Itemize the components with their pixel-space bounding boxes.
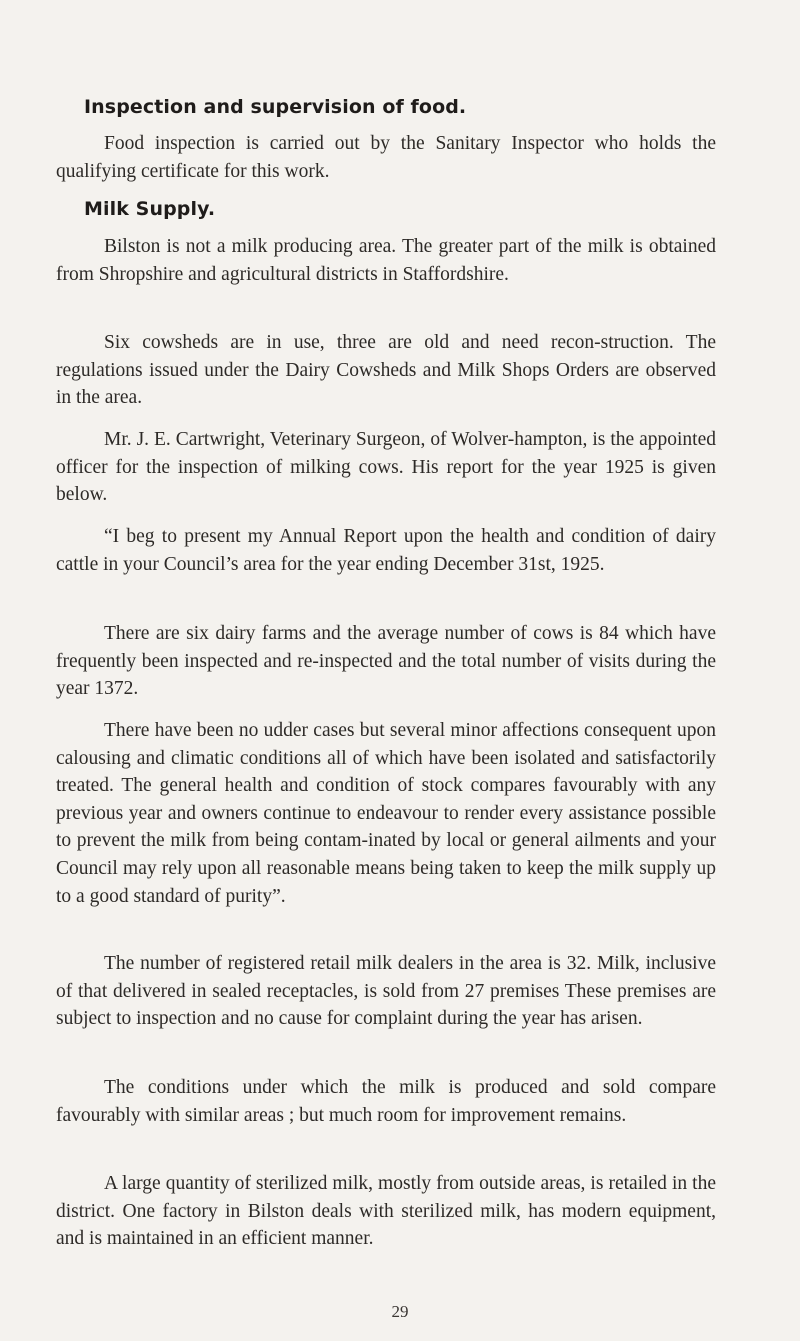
food-inspection-heading: Inspection and supervision of food. [84,96,467,118]
paragraph-veterinary-officer: Mr. J. E. Cartwright, Veterinary Surgeon, of Wolver-hampton, is the appointed officer for the inspection of milking cows. His report for the year 1925 is given below. [56,429,716,506]
paragraph-dairy-farms: There are six dairy farms and the average number of cows is 84 which have frequently been inspected and re-inspected and the total number of visits during the year 1372. [56,623,716,700]
milk-supply-heading: Milk Supply. [84,198,216,220]
paragraph-cowsheds: Six cowsheds are in use, three are old and need recon-struction. The regulations issued under the Dairy Cowsheds and Milk Shops Orders are observed in the area. [56,332,716,409]
paragraph-production-conditions: The conditions under which the milk is produced and sold compare favourably with similar areas ; but much room for improvement remains. [56,1077,716,1126]
paragraph-retail-dealers: The number of registered retail milk dealers in the area is 32. Milk, inclusive of that delivered in sealed receptacles, is sold from 27 premises These premises are subject to inspection and no cause for complaint during the year has arisen. [56,953,716,1030]
food-inspection-paragraph: Food inspection is carried out by the Sanitary Inspector who holds the qualifying certificate for this work. [56,133,716,182]
paragraph-health-condition: There have been no udder cases but several minor affections consequent upon calousing and climatic conditions all of which have been isolated and satisfactorily treated. The general health and condition of stock compares favourably with any previous year and owners continue to endeavour to render every assistance possible to prevent the milk from being contam-inated by local or general ailments and your Council may rely upon all reasonable means being taken to keep the milk supply up to a good standard of purity”. [56,720,716,907]
paragraph-sterilized-milk: A large quantity of sterilized milk, mostly from outside areas, is retailed in the district. One factory in Bilston deals with sterilized milk, has modern equipment, and is maintained in an efficient manner. [56,1173,716,1250]
paragraph-milk-source: Bilston is not a milk producing area. The greater part of the milk is obtained from Shropshire and agricultural districts in Staffordshire. [56,236,716,285]
page-number: 29 [391,1302,409,1321]
paragraph-report-intro: “I beg to present my Annual Report upon the health and condition of dairy cattle in your Council’s area for the year ending December 31st, 1925. [56,526,716,575]
